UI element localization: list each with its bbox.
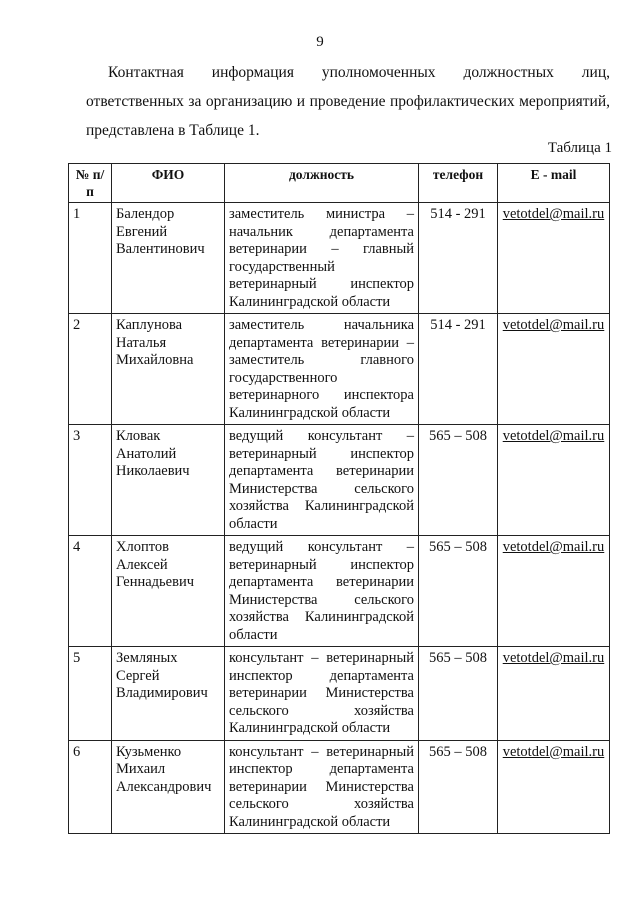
table-header-row bbox=[69, 164, 610, 203]
table-row bbox=[69, 203, 610, 314]
row-num: 2 bbox=[69, 314, 112, 425]
header-position: должность bbox=[225, 164, 419, 203]
table-row bbox=[69, 425, 610, 536]
row-num: 3 bbox=[69, 425, 112, 536]
row-position: ведущий консультант – ветеринарный инспектор департамента ветеринарии Министерства сельского хозяйства Калининградской области bbox=[225, 425, 419, 536]
row-email-cell bbox=[498, 314, 610, 425]
intro-paragraph bbox=[86, 58, 610, 145]
row-fio: Земляных Сергей Владимирович bbox=[112, 647, 225, 741]
header-email: E - mail bbox=[498, 164, 610, 203]
row-position: консультант – ветеринарный инспектор департамента ветеринарии Министерства сельского хозяйства Калининградской области bbox=[225, 740, 419, 834]
row-fio: Хлоптов Алексей Геннадьевич bbox=[112, 536, 225, 647]
row-email-cell bbox=[498, 203, 610, 314]
row-phone: 565 – 508 bbox=[419, 425, 498, 536]
row-num: 5 bbox=[69, 647, 112, 741]
table-row bbox=[69, 740, 610, 834]
row-position: консультант – ветеринарный инспектор департамента ветеринарии Министерства сельского хозяйства Калининградской области bbox=[225, 647, 419, 741]
email-link[interactable]: vetotdel@mail.ru bbox=[502, 206, 605, 222]
row-email-cell bbox=[498, 536, 610, 647]
email-link[interactable]: vetotdel@mail.ru bbox=[502, 317, 605, 333]
email-link[interactable]: vetotdel@mail.ru bbox=[502, 428, 605, 444]
page-number: 9 bbox=[316, 34, 324, 50]
row-position: ведущий консультант – ветеринарный инспектор департамента ветеринарии Министерства сельского хозяйства Калининградской области bbox=[225, 536, 419, 647]
row-fio: Балендор Евгений Валентинович bbox=[112, 203, 225, 314]
row-phone: 565 – 508 bbox=[419, 536, 498, 647]
intro-text: Контактная информация уполномоченных должностных лиц, ответственных за организацию и проведение профилактических мероприятий, представлена в Таблице 1. bbox=[86, 64, 610, 139]
contacts-table bbox=[68, 163, 610, 834]
row-email-cell bbox=[498, 647, 610, 741]
row-phone: 565 – 508 bbox=[419, 740, 498, 834]
row-phone: 514 - 291 bbox=[419, 314, 498, 425]
header-fio: ФИО bbox=[112, 164, 225, 203]
row-email-cell bbox=[498, 740, 610, 834]
table-row bbox=[69, 647, 610, 741]
row-email-cell bbox=[498, 425, 610, 536]
row-phone: 565 – 508 bbox=[419, 647, 498, 741]
row-fio: Кузьменко Михаил Александрович bbox=[112, 740, 225, 834]
row-num: 4 bbox=[69, 536, 112, 647]
row-position: заместитель министра – начальник департамента ветеринарии – главный государственный ветеринарный инспектор Калининградской области bbox=[225, 203, 419, 314]
row-num: 6 bbox=[69, 740, 112, 834]
email-link[interactable]: vetotdel@mail.ru bbox=[502, 650, 605, 666]
email-link[interactable]: vetotdel@mail.ru bbox=[502, 539, 605, 555]
table-row bbox=[69, 536, 610, 647]
email-link[interactable]: vetotdel@mail.ru bbox=[502, 743, 605, 760]
row-num: 1 bbox=[69, 203, 112, 314]
row-phone: 514 - 291 bbox=[419, 203, 498, 314]
row-fio: Каплунова Наталья Михайловна bbox=[112, 314, 225, 425]
header-num: № п/п bbox=[69, 164, 112, 203]
table-caption: Таблица 1 bbox=[547, 140, 612, 156]
table-row bbox=[69, 314, 610, 425]
header-phone: телефон bbox=[419, 164, 498, 203]
row-position: заместитель начальника департамента ветеринарии – заместитель главного государственного ветеринарного инспектора Калининградской области bbox=[225, 314, 419, 425]
row-fio: Кловак Анатолий Николаевич bbox=[112, 425, 225, 536]
